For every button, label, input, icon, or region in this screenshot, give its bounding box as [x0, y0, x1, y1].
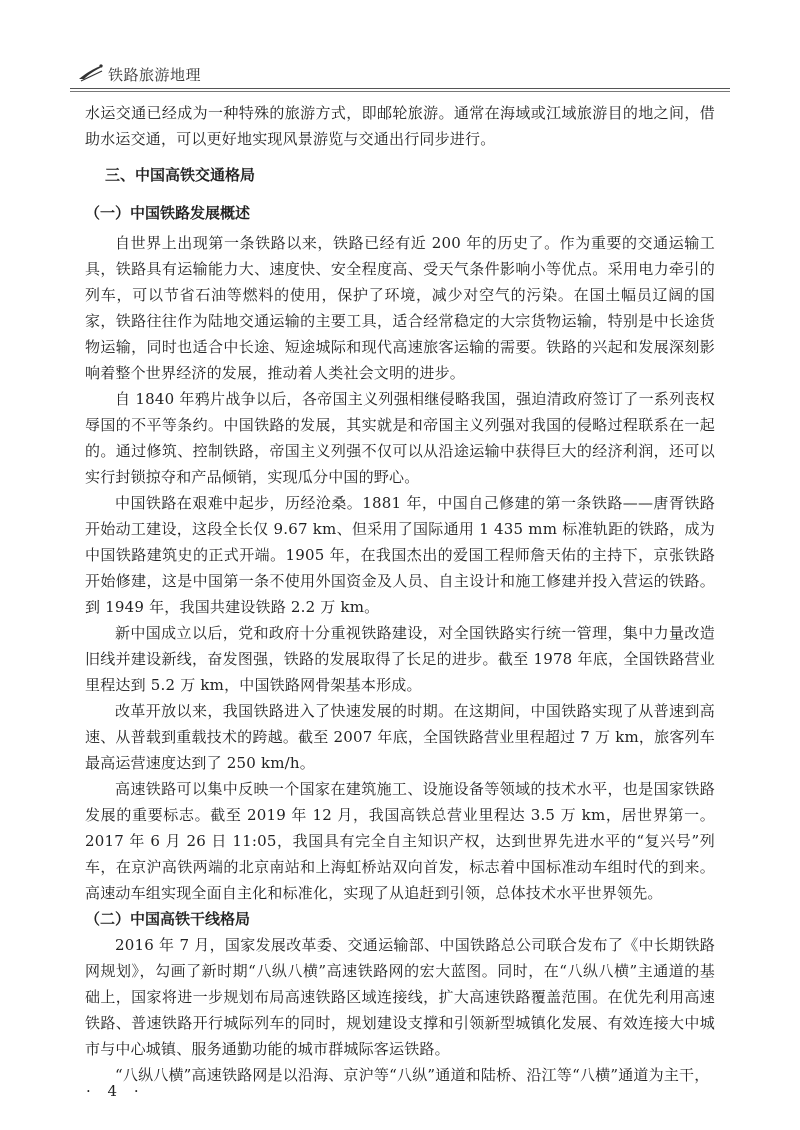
book-title: 铁路旅游地理	[108, 66, 202, 84]
subsection-heading-2: （二）中国高铁干线格局	[85, 910, 251, 928]
running-header	[70, 60, 730, 94]
paragraph: 改革开放以来，我国铁路进入了快速发展的时期。在这期间，中国铁路实现了从普速到高速、从普载到重载技术的跨越。截至 2007 年底，全国铁路营业里程超过 7 万 km，旅客列车最高运营速度达到了 250 km/h。	[85, 702, 715, 772]
subsection-heading-1: （一）中国铁路发展概述	[85, 204, 251, 222]
header-rule-thin	[70, 91, 730, 92]
paragraph: 高速铁路可以集中反映一个国家在建筑施工、设施设备等领域的技术水平，也是国家铁路发展的重要标志。截至 2019 年 12 月，我国高铁总营业里程达 3.5 万 km，居世界第一。2017 年 6 月 26 日 11:05，我国具有完全自主知识产权，达到世界先进水平的“复兴号”列车，在京沪高铁两端的北京南站和上海虹桥站双向首发，标志着中国标准动车组时代的到来。高速动车组实现全面自主化和标准化，实现了从追赶到引领，总体技术水平世界领先。	[85, 780, 715, 902]
paragraph: 中国铁路在艰难中起步，历经沧桑。1881 年，中国自己修建的第一条铁路——唐胥铁路开始动工建设，这段全长仅 9.67 km、但采用了国际通用 1 435 mm 标准轨距的铁路，成为中国铁路建筑史的正式开端。1905 年，在我国杰出的爱国工程师詹天佑的主持下，京张铁路开始修建，这是中国第一条不使用外国资金及人员、自主设计和施工修建并投入营运的铁路。到 1949 年，我国共建设铁路 2.2 万 km。	[85, 494, 715, 616]
paragraph: “八纵八横”高速铁路网是以沿海、京沪等“八纵”通道和陆桥、沿江等“八横”通道为主干，	[115, 1066, 710, 1084]
header-rule	[70, 88, 730, 89]
paragraph: 自世界上出现第一条铁路以来，铁路已经有近 200 年的历史了。作为重要的交通运输工具，铁路具有运输能力大、速度快、安全程度高、受天气条件影响小等优点。采用电力牵引的列车，可以节省石油等燃料的使用，保护了环境，减少对空气的污染。在国土幅员辽阔的国家，铁路往往作为陆地交通运输的主要工具，适合经常稳定的大宗货物运输，特别是中长途货物运输，同时也适合中长途、短途城际和现代高速旅客运输的需要。铁路的兴起和发展深刻影响着整个世界经济的发展，推动着人类社会文明的进步。	[85, 234, 715, 382]
page-body	[85, 100, 715, 1088]
section-heading: 三、中国高铁交通格局	[105, 166, 256, 184]
train-icon	[78, 62, 104, 82]
paragraph-continued: 水运交通已经成为一种特殊的旅游方式，即邮轮旅游。通常在海域或江域旅游目的地之间，借助水运交通，可以更好地实现风景游览与交通出行同步进行。	[85, 104, 715, 148]
paragraph: 自 1840 年鸦片战争以后，各帝国主义列强相继侵略我国，强迫清政府签订了一系列丧权辱国的不平等条约。中国铁路的发展，其实就是和帝国主义列强对我国的侵略过程联系在一起的。通过修筑、控制铁路，帝国主义列强不仅可以从沿途运输中获得巨大的经济利润，还可以实行封锁掠夺和产品倾销，实现瓜分中国的野心。	[85, 390, 715, 486]
page-number: · 4 ·	[86, 1082, 145, 1100]
paragraph: 2016 年 7 月，国家发展改革委、交通运输部、中国铁路总公司联合发布了《中长期铁路网规划》，勾画了新时期“八纵八横”高速铁路网的宏大蓝图。同时，在“八纵八横”主通道的基础上，国家将进一步规划布局高速铁路区域连接线，扩大高速铁路覆盖范围。在优先利用高速铁路、普速铁路开行城际列车的同时，规划建设支撑和引领新型城镇化发展、有效连接大中城市与中心城镇、服务通勤功能的城市群城际客运铁路。	[85, 936, 715, 1058]
paragraph: 新中国成立以后，党和政府十分重视铁路建设，对全国铁路实行统一管理，集中力量改造旧线并建设新线，奋发图强，铁路的发展取得了长足的进步。截至 1978 年底，全国铁路营业里程达到 5.2 万 km，中国铁路网骨架基本形成。	[85, 624, 715, 694]
